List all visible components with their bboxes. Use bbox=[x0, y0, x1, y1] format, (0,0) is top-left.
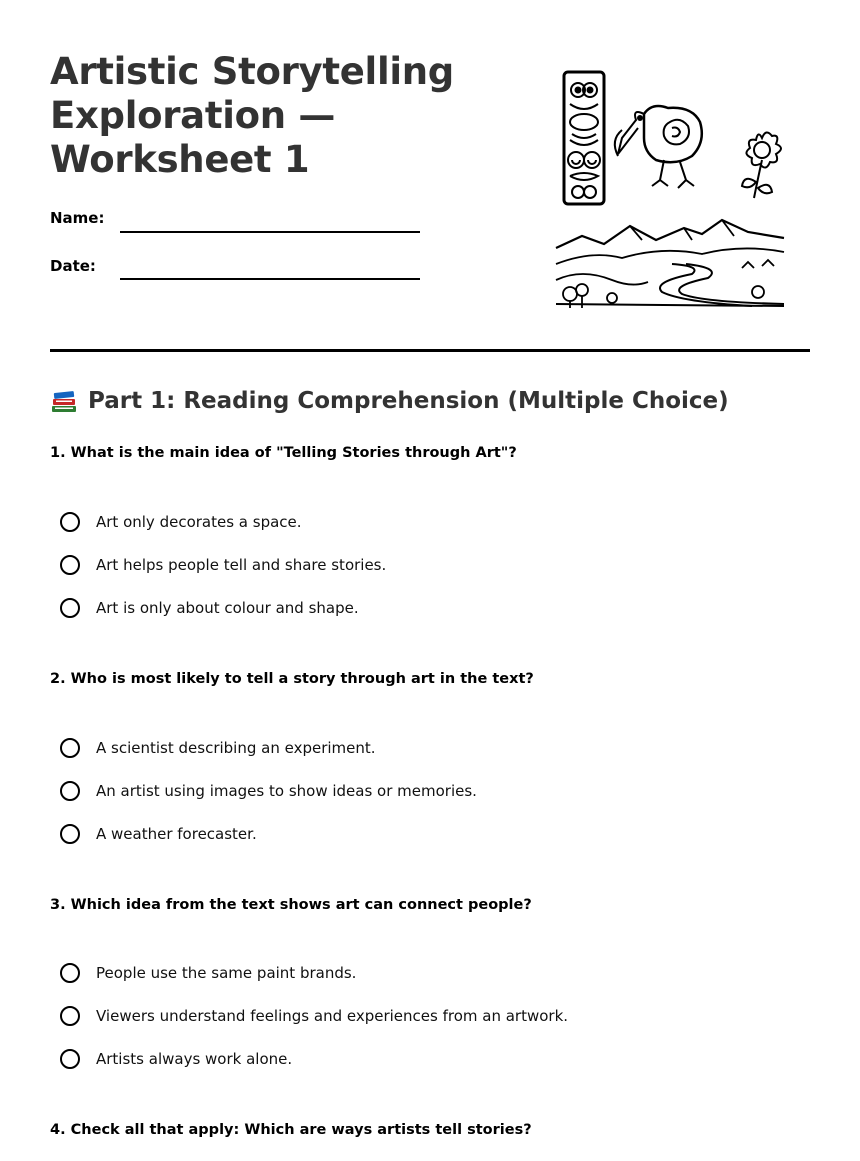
q2-option-b[interactable] bbox=[60, 779, 477, 803]
q2-option-a-label[interactable]: A scientist describing an experiment. bbox=[96, 739, 376, 757]
q1-option-c-radio[interactable] bbox=[60, 598, 80, 618]
flower-icon bbox=[742, 132, 781, 198]
question-3: 3. Which idea from the text shows art can connect people? bbox=[50, 897, 532, 913]
q3-option-a-label[interactable]: People use the same paint brands. bbox=[96, 964, 357, 982]
date-field[interactable] bbox=[120, 278, 420, 280]
q3-option-b[interactable] bbox=[60, 1004, 568, 1028]
q1-option-b[interactable] bbox=[60, 553, 386, 577]
q1-option-b-radio[interactable] bbox=[60, 555, 80, 575]
worksheet-title bbox=[50, 50, 470, 182]
title-line-2: Exploration — bbox=[50, 94, 336, 137]
question-1: 1. What is the main idea of "Telling Stories through Art"? bbox=[50, 445, 517, 461]
q3-option-a[interactable] bbox=[60, 961, 356, 985]
books-icon bbox=[50, 388, 78, 414]
part1-heading-text: Part 1: Reading Comprehension (Multiple Choice) bbox=[88, 388, 729, 414]
q1-option-a-radio[interactable] bbox=[60, 512, 80, 532]
carved-pou-icon bbox=[564, 72, 604, 204]
name-label: Name: bbox=[50, 209, 105, 227]
q2-option-a-radio[interactable] bbox=[60, 738, 80, 758]
q2-option-a[interactable] bbox=[60, 736, 376, 760]
q1-option-a-label[interactable]: Art only decorates a space. bbox=[96, 513, 302, 531]
q3-option-b-label[interactable]: Viewers understand feelings and experiences from an artwork. bbox=[96, 1007, 569, 1025]
part1-heading bbox=[50, 388, 729, 414]
landscape-river-icon bbox=[556, 220, 784, 308]
header-illustration bbox=[552, 68, 788, 313]
q1-option-b-label[interactable]: Art helps people tell and share stories. bbox=[96, 556, 387, 574]
title-line-3: Worksheet 1 bbox=[50, 138, 310, 181]
question-4: 4. Check all that apply: Which are ways artists tell stories? bbox=[50, 1122, 532, 1138]
name-field[interactable] bbox=[120, 231, 420, 233]
q2-option-c[interactable] bbox=[60, 822, 257, 846]
header-divider bbox=[50, 349, 810, 352]
q1-option-a[interactable] bbox=[60, 510, 302, 534]
q2-option-c-label[interactable]: A weather forecaster. bbox=[96, 825, 257, 843]
kiwi-bird-icon bbox=[615, 106, 702, 188]
q1-option-c-label[interactable]: Art is only about colour and shape. bbox=[96, 599, 359, 617]
q3-option-c-label[interactable]: Artists always work alone. bbox=[96, 1050, 293, 1068]
q2-option-b-label[interactable]: An artist using images to show ideas or memories. bbox=[96, 782, 477, 800]
q3-option-a-radio[interactable] bbox=[60, 963, 80, 983]
q2-option-c-radio[interactable] bbox=[60, 824, 80, 844]
date-label: Date: bbox=[50, 257, 96, 275]
title-line-1: Artistic Storytelling bbox=[50, 50, 454, 93]
q1-option-c[interactable] bbox=[60, 596, 359, 620]
q3-option-c[interactable] bbox=[60, 1047, 292, 1071]
q2-option-b-radio[interactable] bbox=[60, 781, 80, 801]
q3-option-c-radio[interactable] bbox=[60, 1049, 80, 1069]
q3-option-b-radio[interactable] bbox=[60, 1006, 80, 1026]
question-2: 2. Who is most likely to tell a story through art in the text? bbox=[50, 671, 534, 687]
